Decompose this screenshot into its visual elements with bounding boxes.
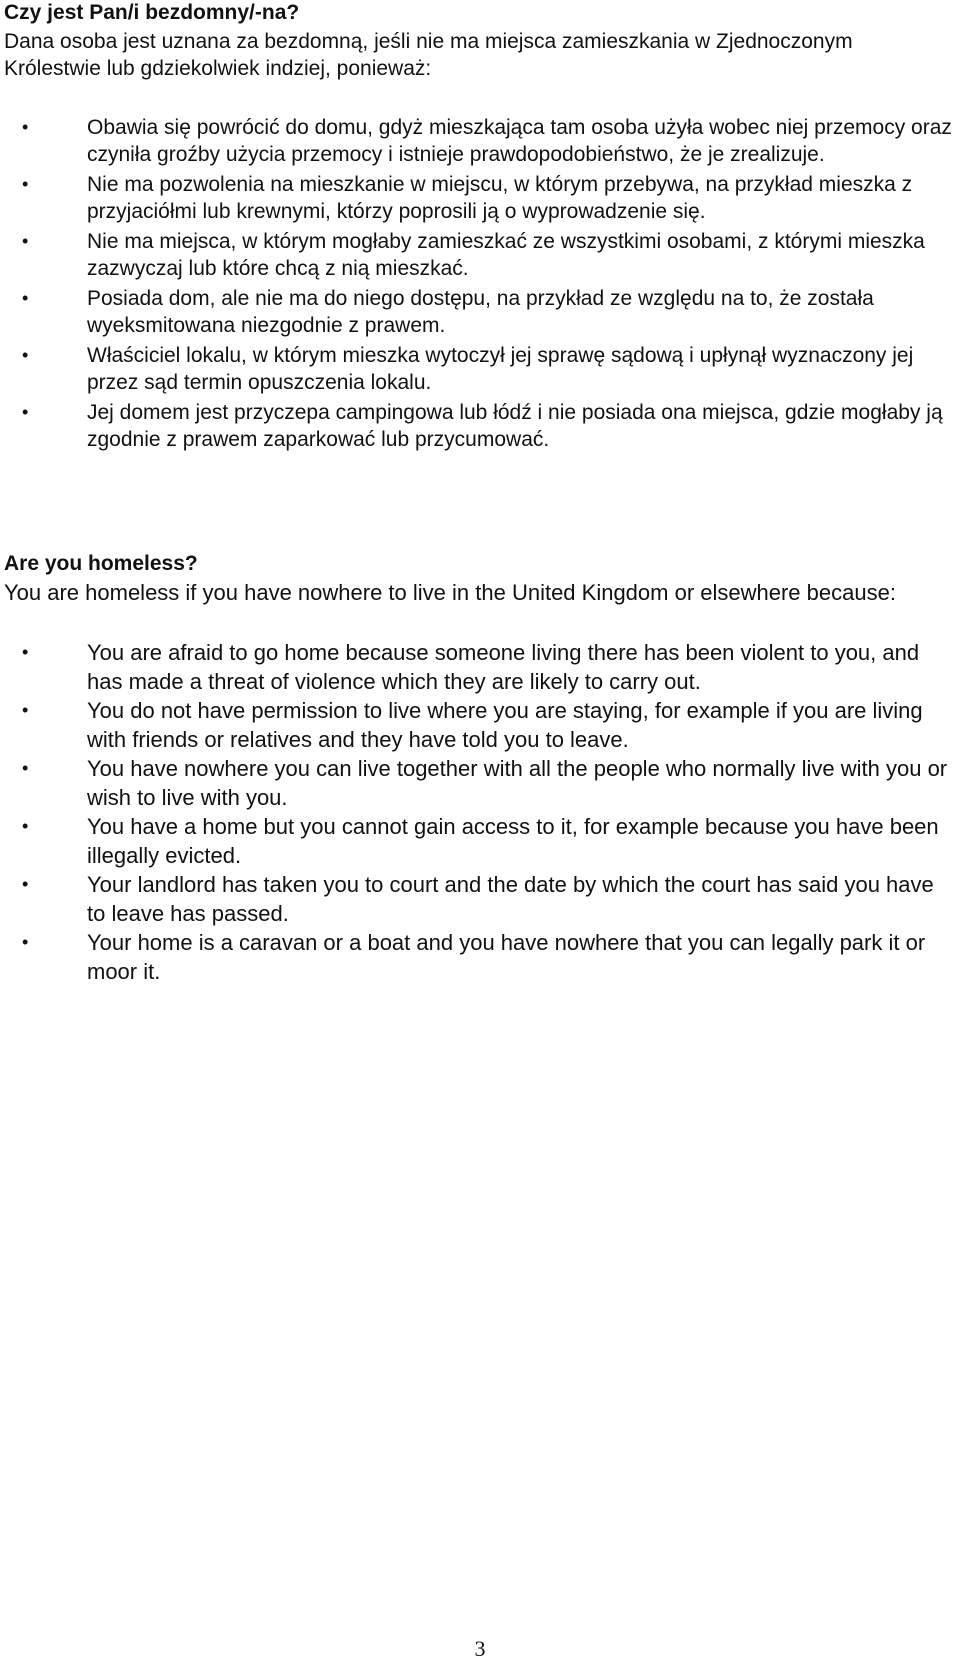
english-bullet-list (4, 638, 954, 986)
list-item (4, 228, 954, 282)
polish-section (4, 0, 954, 456)
polish-intro: Dana osoba jest uznana za bezdomną, jeśli nie ma miejsca zamieszkania w Zjednoczonym Królestwie lub gdziekolwiek indziej, ponieważ: (4, 30, 853, 80)
bullet-icon: • (22, 117, 29, 137)
list-item (4, 638, 954, 696)
list-item (4, 399, 954, 453)
bullet-icon: • (22, 816, 29, 836)
list-item-text: Nie ma pozwolenia na mieszkanie w miejscu, w którym przebywa, na przykład mieszka z przyjaciółmi lub krewnymi, którzy poprosili ją o wyprowadzenie się. (87, 173, 913, 223)
bullet-icon: • (22, 288, 29, 308)
bullet-icon: • (22, 231, 29, 251)
bullet-icon: • (22, 402, 29, 422)
list-item (4, 870, 954, 928)
list-item (4, 342, 954, 396)
list-item (4, 696, 954, 754)
bullet-icon: • (22, 174, 29, 194)
bullet-icon: • (22, 642, 29, 662)
list-item (4, 812, 954, 870)
list-item-text: You do not have permission to live where you are staying, for example if you are living with friends or relatives and they have told you to leave. (87, 698, 923, 752)
list-item (4, 285, 954, 339)
polish-bullet-list (4, 114, 954, 453)
list-item-text: You have nowhere you can live together with all the people who normally live with you or wish to live with you. (87, 756, 948, 810)
list-item (4, 114, 954, 168)
list-item-text: Obawia się powrócić do domu, gdyż mieszkająca tam osoba użyła wobec niej przemocy oraz czyniła groźby użycia przemocy i istnieje prawdopodobieństwo, że je zrealizuje. (87, 116, 952, 166)
list-item (4, 171, 954, 225)
bullet-icon: • (22, 874, 29, 894)
list-item-text: Właściciel lokalu, w którym mieszka wytoczył jej sprawę sądową i upłynął wyznaczony jej przez sąd termin opuszczenia lokalu. (87, 344, 914, 394)
list-item-text: Nie ma miejsca, w którym mogłaby zamieszkać ze wszystkimi osobami, z którymi mieszka zazwyczaj lub które chcą z nią mieszkać. (87, 230, 925, 280)
page-number: 3 (474, 1636, 486, 1661)
english-heading: Are you homeless? (4, 552, 198, 575)
list-item-text: Your home is a caravan or a boat and you have nowhere that you can legally park it or moor it. (87, 930, 926, 984)
polish-heading: Czy jest Pan/i bezdomny/-na? (4, 1, 300, 24)
bullet-icon: • (22, 700, 29, 720)
list-item-text: Posiada dom, ale nie ma do niego dostępu, na przykład ze względu na to, że została wyeksmitowana niezgodnie z prawem. (87, 287, 874, 337)
english-intro: You are homeless if you have nowhere to live in the United Kingdom or elsewhere because: (4, 580, 896, 605)
bullet-icon: • (22, 758, 29, 778)
english-section (4, 551, 954, 986)
list-item-text: You have a home but you cannot gain access to it, for example because you have been illegally evicted. (87, 814, 939, 868)
list-item (4, 754, 954, 812)
list-item-text: You are afraid to go home because someone living there has been violent to you, and has made a threat of violence which they are likely to carry out. (87, 640, 920, 694)
list-item-text: Jej domem jest przyczepa campingowa lub łódź i nie posiada ona miejsca, gdzie mogłaby ją zgodnie z prawem zaparkować lub przycumować. (87, 401, 943, 451)
bullet-icon: • (22, 345, 29, 365)
list-item-text: Your landlord has taken you to court and the date by which the court has said you have to leave has passed. (87, 872, 934, 926)
list-item (4, 928, 954, 986)
bullet-icon: • (22, 932, 29, 952)
